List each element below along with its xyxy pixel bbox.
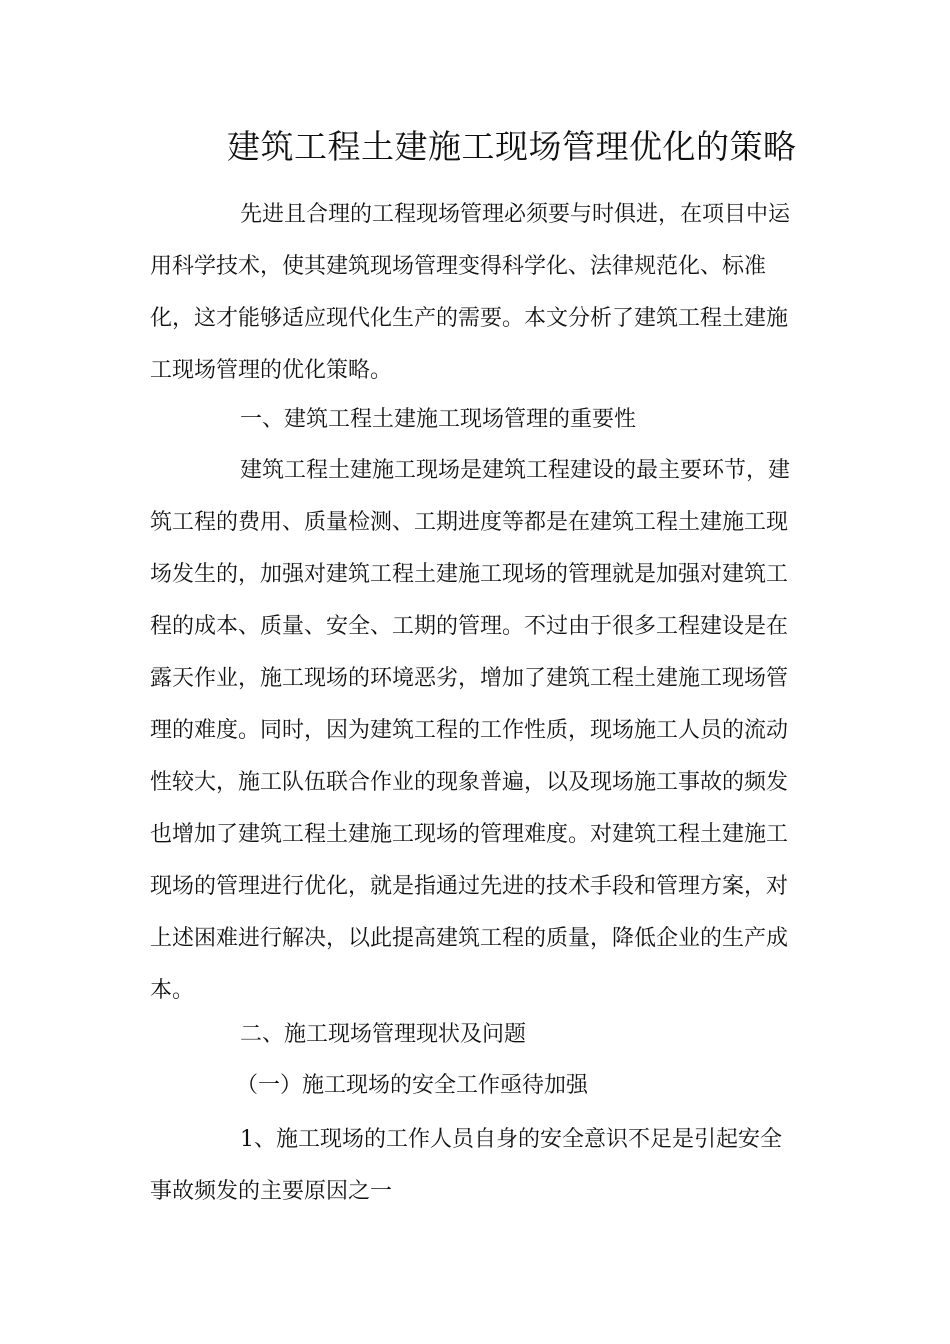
subsection-heading-safety bbox=[150, 1060, 810, 1112]
text-line: 事故频发的主要原因之一 bbox=[150, 1179, 393, 1204]
paragraph-importance bbox=[150, 445, 810, 1017]
text-line: 露天作业，施工现场的环境恶劣，增加了建筑工程土建施工现场管 bbox=[150, 666, 789, 691]
section-heading-status bbox=[150, 1009, 810, 1061]
text-line: 化，这才能够适应现代化生产的需要。本文分析了建筑工程土建施 bbox=[150, 306, 789, 331]
text-line: 工现场管理的优化策略。 bbox=[150, 358, 393, 383]
text-line: 建筑工程土建施工现场是建筑工程建设的最主要环节，建 bbox=[240, 458, 791, 483]
text-line: 1、施工现场的工作人员自身的安全意识不足是引起安全 bbox=[240, 1127, 782, 1152]
text-line: 程的成本、质量、安全、工期的管理。不过由于很多工程建设是在 bbox=[150, 614, 789, 639]
text-line: 用科学技术，使其建筑现场管理变得科学化、法律规范化、标准 bbox=[150, 254, 767, 279]
text-line: 上述困难进行解决，以此提高建筑工程的质量，降低企业的生产成 bbox=[150, 926, 789, 951]
text-line: 场发生的，加强对建筑工程土建施工现场的管理就是加强对建筑工 bbox=[150, 562, 789, 587]
text-line: 现场的管理进行优化，就是指通过先进的技术手段和管理方案，对 bbox=[150, 874, 789, 899]
section-heading-importance bbox=[150, 394, 810, 446]
heading-text: 一、建筑工程土建施工现场管理的重要性 bbox=[240, 407, 637, 432]
text-line: 理的难度。同时，因为建筑工程的工作性质，现场施工人员的流动 bbox=[150, 718, 789, 743]
heading-text: 二、施工现场管理现状及问题 bbox=[240, 1022, 527, 1047]
text-line: 性较大，施工队伍联合作业的现象普遍，以及现场施工事故的频发 bbox=[150, 770, 789, 795]
text-line: 先进且合理的工程现场管理必须要与时俱进，在项目中运 bbox=[240, 202, 791, 227]
text-line: 也增加了建筑工程土建施工现场的管理难度。对建筑工程土建施工 bbox=[150, 822, 789, 847]
document-title: 建筑工程土建施工现场管理优化的策略 bbox=[227, 127, 797, 166]
paragraph-intro bbox=[150, 189, 810, 397]
text-line: 本。 bbox=[150, 978, 195, 1003]
heading-text: （一）施工现场的安全工作亟待加强 bbox=[236, 1073, 589, 1098]
text-line: 筑工程的费用、质量检测、工期进度等都是在建筑工程土建施工现 bbox=[150, 510, 789, 535]
paragraph-item-1 bbox=[150, 1114, 810, 1218]
